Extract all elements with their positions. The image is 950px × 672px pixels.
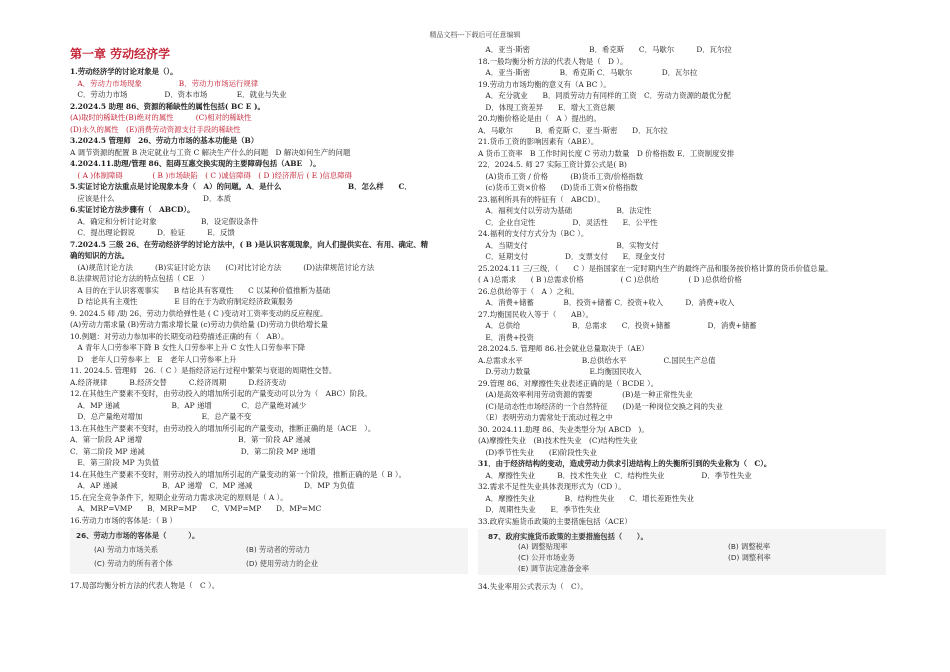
left-question-list bbox=[70, 66, 468, 526]
question-line: 31．由于经济结构的变动，造成劳动力供求引进结构上的失衡所引到的失业称为（ C）。 bbox=[478, 459, 772, 468]
question-line: D．周期性失业 E．季节性失业 bbox=[478, 505, 601, 514]
question-line: 4.2024.11.助理/管理 86、阻碍互惠交换实现的主要障碍包括（ABE ）。 bbox=[70, 159, 321, 168]
scan-option-a: (A) 调整贴现率 bbox=[518, 542, 568, 551]
question-line: A．摩擦性失业 B．技术性失业 C．结构性失业 D．季节性失业 bbox=[478, 470, 752, 480]
question-line: 10.例题：对劳动力参加率的长期变动趋势描述正确的有（ AB）。 bbox=[70, 331, 289, 341]
scan-question: 87、政府实施货币政策的主要措施包括（ ）。 bbox=[488, 532, 648, 541]
question-line: 8.法律规范讨论方法的特点包括（ CE ） bbox=[70, 274, 209, 283]
question-line: 1.劳动经济学的讨论对象是（）。 bbox=[70, 67, 178, 76]
question-line: D.劳动力数量 E.均衡国民收入 bbox=[478, 367, 642, 376]
question-line: ( A )总需求 ( B )总需求价格 ( C )总供给 ( D )总供给价格 bbox=[478, 275, 742, 284]
question-line: A．第一阶段 AP 递增 B．第一阶段 AP 递减 bbox=[70, 435, 311, 444]
question-line: 28.2024.5. 管理师 86.社会就业总量取决于（AE） bbox=[478, 344, 649, 353]
question-line: (A)摩擦性失业 (B)技术性失业 (C)结构性失业 bbox=[478, 436, 638, 445]
question-line: 16.劳动力市场的客体是：（ B ） bbox=[70, 515, 177, 525]
question-line: (C)是动态性市场经济的一个自然特征 (D)是一种岗位交换之间的失业 bbox=[478, 401, 723, 411]
question-line: (A)货币工资 / 价格 (B)货币工资/价格指数 bbox=[478, 171, 644, 181]
question-line: ( A )体制障碍 ( B )市场缺陷 ( C )诚信障碍 ( D )经济滞后 ( E )信息障碍 bbox=[70, 170, 352, 180]
question-line: 6.实证讨论方法步骤有（ ABCD）。 bbox=[70, 205, 195, 214]
question-line: E．消费+投资 bbox=[478, 332, 534, 342]
question-line: (D)永久的属性 (E)消费劳动资源支付手段的稀缺性 bbox=[70, 124, 241, 134]
question-line: （E）表明劳动力需常处于流动过程之中 bbox=[478, 413, 613, 422]
question-line: D．体现工资差异 E．增大工资总额 bbox=[478, 102, 615, 112]
scan-option-d: (D) 调整利率 bbox=[728, 553, 771, 562]
question-line: 24.福利的支付方式分为（BC ）。 bbox=[478, 229, 589, 238]
page-header: 精品文档---下载后可任意编辑 bbox=[429, 31, 521, 39]
question-line: 确的知识的方法。 bbox=[70, 251, 130, 260]
question-line: A．亚当·斯密 B．希克斯 C．马歇尔 D．瓦尔拉 bbox=[478, 45, 732, 54]
question-line: D 结论具有主观性 E 目的在于为政府制定经济政策服务 bbox=[70, 297, 293, 306]
question-line: A 货币工资率 B 工作时间长度 C 劳动力数量 D 价格指数 E．工资制度安排 bbox=[478, 148, 735, 158]
question-line: C．劳动力市场 D．资本市场 E．就业与失业 bbox=[70, 90, 287, 99]
scanned-question-image bbox=[70, 528, 468, 574]
scan-option-c: (C) 公开市场业务 bbox=[518, 553, 575, 562]
question-line: A 调节资源的配置 B 决定就业与工资 C 解决生产什么的问题 D 解决如何生产的问题 bbox=[70, 147, 351, 157]
question-line: E．第三阶段 MP 为负值 bbox=[70, 458, 160, 467]
question-line: A．亚当·斯密 B．希克斯 C．马歇尔 D．瓦尔拉 bbox=[478, 68, 698, 77]
question-line: 26.总供给等于（ A ）之和。 bbox=[478, 286, 579, 296]
question-line: 23.福利所具有的特征有（ ABCD）。 bbox=[478, 194, 605, 204]
question-line: 25.2024.11 三/三级．（ C ）是指国家在一定时期内生产的最终产品和服务按价格计算的货币价值总量。 bbox=[478, 263, 833, 273]
question-line: A 青年人口劳参率下降 B 女性人口劳参率上升 C 女性人口劳参率下降 bbox=[70, 343, 306, 352]
question-line: 27.均衡国民收入等于（ AB）。 bbox=[478, 309, 593, 319]
question-line: 2.2024.5 助理 86、资源的稀缺性的属性包括( BC E )。 bbox=[70, 101, 265, 111]
question-line: 34.失业率用公式表示为（ C）。 bbox=[478, 582, 588, 591]
question-line: 32.需求不足性失业具体表现形式为（CD ）。 bbox=[478, 482, 626, 491]
question-line: A．摩擦性失业 B．结构性失业 C．增长差距性失业 bbox=[478, 493, 694, 503]
question-line: (A)取时的稀缺性(B)绝对的属性 (C)相对的稀缺性 bbox=[70, 113, 252, 122]
question-line: C．延期支付 D．支票支付 E．现金支付 bbox=[478, 252, 665, 261]
question-line: 13.在其他生产要素不变时，由劳动投入的增加所引起的产量变动，推断正确的是（ACE ）。 bbox=[70, 423, 376, 433]
right-question-list bbox=[478, 44, 886, 527]
question-line: 应该是什么 D．本质 bbox=[70, 193, 232, 203]
question-line: C．企业自定性 D．灵活性 E．公平性 bbox=[478, 217, 658, 227]
question-line: (A)规范讨论方法 (B)实证讨论方法 (C)对比讨论方法 (D)法律规范讨论方法 bbox=[70, 262, 375, 272]
question-line: 3.2024.5 管理师 26、劳动力市场的基本功能是（B） bbox=[70, 136, 259, 145]
left-column bbox=[70, 44, 468, 592]
question-line: A．当期支付 B．实物支付 bbox=[478, 240, 659, 250]
question-line: A 目的在于认识客观事实 B 结论具有客观性 C 以某种价值推断为基础 bbox=[70, 285, 330, 295]
question-line: 15.在完全竞争条件下，短期企业劳动力需求决定的原则是（ A ）。 bbox=[70, 492, 288, 502]
question-line: 33.政府实施货币政策的主要措施包括（ACE） bbox=[478, 516, 632, 526]
scan-question: 26、劳动力市场的客体是（ ）。 bbox=[76, 531, 200, 540]
scan-option-d: (D) 使用劳动力的企业 bbox=[246, 559, 319, 568]
question-line: 20.均衡价格论是由（ A ）提出的。 bbox=[478, 114, 601, 123]
scan-option-e: (E) 调节法定准备金率 bbox=[518, 564, 589, 573]
chapter-title: 第一章 劳动经济学 bbox=[70, 47, 171, 61]
question-line: 30. 2024.11.助理 86、失业类型分为( ABCD )。 bbox=[478, 424, 649, 434]
question-line: D 老年人口劳参率上 E 老年人口劳参率上升 bbox=[70, 354, 237, 364]
question-line: A．总供给 B．总需求 C．投资+储蓄 D．消费+储蓄 bbox=[478, 321, 757, 330]
question-line: A．确定和分析讨论对象 B．设定假设条件 bbox=[70, 216, 259, 226]
question-line: A．充分就业 B．同质劳动力有同样的工资 C．劳动力资源的最优分配 bbox=[478, 91, 731, 100]
question-line: 17.局部均衡分析方法的代表人物是（ C ）。 bbox=[70, 581, 220, 590]
scanned-question-image bbox=[478, 529, 886, 575]
question-line: 5.实证讨论方法重点是讨论现象本身（ A）的问题。A．是什么 B．怎么样 C． bbox=[70, 182, 412, 191]
question-line: 18.一般均衡分析方法的代表人物是（ D ）。 bbox=[478, 56, 628, 66]
question-line: 14.在其他生产要素不变时，则劳动投入的增加所引起的产量变动的第一个阶段，推断正确的是（ B ）。 bbox=[70, 469, 406, 479]
question-line: 22．2024.5. 师 27 实际工资计算公式是( B) bbox=[478, 160, 627, 169]
question-line: C．第二阶段 MP 递减 D．第二阶段 MP 递增 bbox=[70, 446, 316, 456]
scan-option-a: (A) 劳动力市场关系 bbox=[94, 545, 159, 554]
question-line: (A)劳动力需求量 (B)劳动力需求增长量 (c)劳动力供给量 (D)劳动力供给增长量 bbox=[70, 320, 328, 329]
question-line: A．劳动力市场现象 B．劳动力市场运行规律 bbox=[70, 78, 259, 88]
scan-option-c: (C) 劳动力的所有者个体 bbox=[94, 559, 173, 568]
question-line: A．AP 递减 B．AP 递增 C．MP 递减 D．MP 为负值 bbox=[70, 481, 355, 490]
question-line: (A)是高效率利用劳动资源的需要 (B)是一种正常性失业 bbox=[478, 390, 693, 399]
question-line: A．福利支付以劳动为基础 B．法定性 bbox=[478, 206, 652, 215]
question-line: (D)季节性失业 (E)阶段性失业 bbox=[478, 447, 597, 457]
question-line: 29.管理 86、对摩擦性失业表述正确的是（ BCDE ）。 bbox=[478, 378, 659, 388]
question-line: (c)货币工资×价格 (D)货币工资×价格指数 bbox=[478, 183, 638, 192]
question-line: A.总需求水平 B.总供给水平 C.国民生产总值 bbox=[478, 355, 716, 365]
question-line: A.经济规律 B.经济交替 C.经济周期 D.经济变动 bbox=[70, 377, 286, 387]
scan-option-b: (B) 调整税率 bbox=[728, 542, 771, 551]
question-line: 9. 2024.5 师 /助 26、劳动力供给弹性是 ( C )变动对工资率变动的反应程度。 bbox=[70, 308, 328, 318]
question-line: 21.货币工资的影响因素有（ABE）。 bbox=[478, 137, 599, 146]
question-line: 7.2024.5 三级 26、在劳动经济学的讨论方法中，( B )是认识客观现象，向人们提供实在、有用、确定、精 bbox=[70, 239, 429, 249]
question-line: 12.在其他生产要素不变时，由劳动投入的增加所引起的产量变动可以分为（ ABC）阶段。 bbox=[70, 389, 372, 398]
question-line: 19.劳动力市场均衡的意义有（A BC ）。 bbox=[478, 79, 611, 89]
question-line: A．MP 递减 B．AP 递增 C．总产量绝对减少 bbox=[70, 400, 307, 410]
question-line: C．提出理论假说 D．验证 E．反馈 bbox=[70, 228, 235, 237]
scan-option-b: (B) 劳动者的劳动力 bbox=[246, 545, 311, 554]
right-column bbox=[478, 44, 886, 593]
question-line: A．马歇尔 B．希克斯 C．亚当·斯密 D．瓦尔拉 bbox=[478, 125, 668, 135]
question-line: A．MRP=VMP B．MRP=MP C．VMP=MP D．MP=MC bbox=[70, 504, 322, 513]
question-line: 11. 2024.5. 管理师 26.（ C ）是指经济运行过程中繁荣与衰退的周期性交替。 bbox=[70, 366, 337, 375]
question-line: D．总产量绝对增加 E．总产量不变 bbox=[70, 412, 252, 421]
question-line: A．消费+储蓄 B．投资+储蓄 C．投资+收入 D．消费+收入 bbox=[478, 298, 735, 307]
